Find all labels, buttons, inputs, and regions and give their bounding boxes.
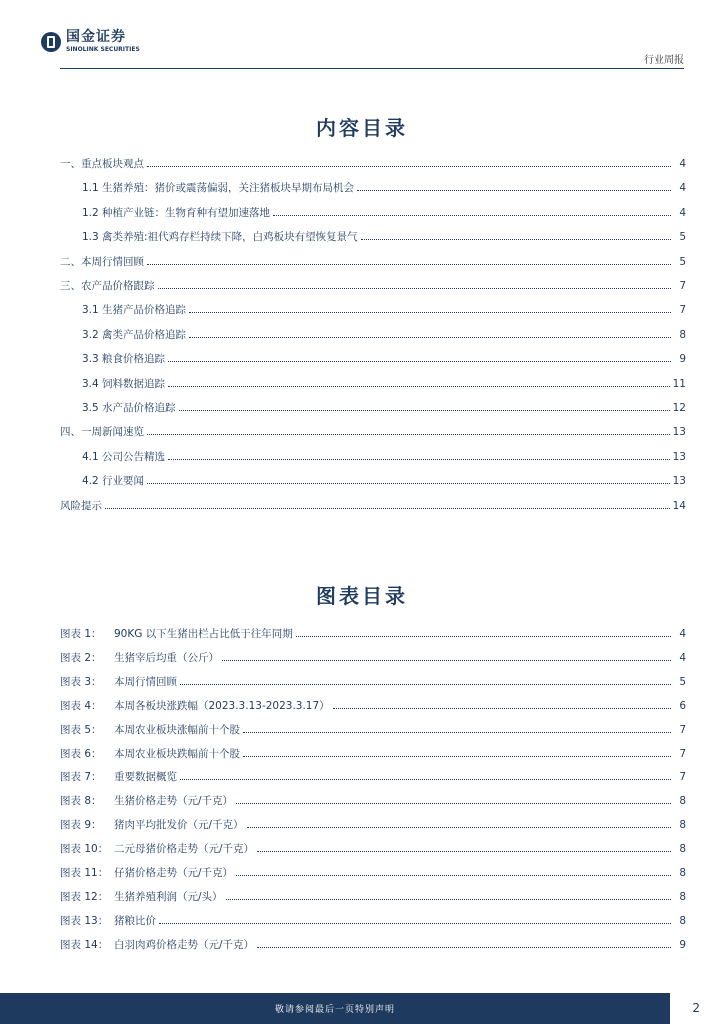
figure-entry-page: 8 [679, 867, 686, 879]
toc-entry-page: 9 [679, 353, 686, 366]
toc-entry-page: 13 [672, 450, 686, 463]
figure-entry-label: 生猪价格走势（元/千克） [114, 795, 234, 808]
dot-leader [226, 890, 671, 900]
figure-entry-number: 图表 12： [60, 890, 109, 903]
dot-leader [357, 181, 671, 191]
figure-entry-label: 猪粮比价 [114, 914, 156, 927]
toc-entry-page: 4 [679, 182, 686, 195]
toc-entry-page: 11 [672, 377, 686, 390]
toc-entry-label: 3.4 饲料数据追踪 [82, 377, 166, 390]
toc-entry-page: 12 [672, 402, 686, 414]
toc-entry[interactable] [82, 180, 686, 196]
dot-leader [257, 842, 671, 852]
figure-entry-number: 图表 13： [60, 914, 109, 927]
figure-entry[interactable] [60, 769, 686, 785]
figure-entry-number: 图表 10： [60, 843, 109, 856]
figure-entry-page: 4 [679, 628, 686, 640]
dot-leader [222, 651, 671, 661]
figure-entry-label: 仔猪价格走势（元/千克） [114, 867, 234, 879]
toc-entry-page: 4 [679, 206, 686, 219]
figure-entry-page: 7 [679, 771, 686, 784]
toc-entry[interactable] [82, 449, 686, 465]
dot-leader [147, 157, 671, 167]
figure-entry-page: 8 [679, 819, 686, 832]
figure-entry[interactable] [60, 650, 686, 666]
dot-leader [243, 723, 671, 733]
dot-leader [168, 377, 670, 387]
toc-entry-page: 13 [672, 426, 686, 439]
page-number: 2 [692, 1001, 700, 1015]
figure-entry-page: 8 [679, 843, 686, 856]
toc-entry-label: 3.3 粮食价格追踪 [82, 353, 166, 366]
toc-entry-label: 4.1 公司公告精选 [82, 450, 166, 463]
toc-entry[interactable] [60, 278, 686, 294]
brand-name-cn: 国金证券 [66, 29, 126, 45]
dot-leader [180, 675, 671, 685]
figure-entry-number: 图表 4： [60, 699, 102, 712]
dot-leader [180, 770, 671, 780]
figure-entry-label: 90KG 以下生猪出栏占比低于往年同期 [114, 628, 293, 640]
toc-entry[interactable] [82, 351, 686, 367]
toc-entry[interactable] [82, 302, 686, 318]
dot-leader [236, 866, 671, 876]
figure-entry-label: 本周各板块涨跌幅（2023.3.13-2023.3.17） [114, 699, 330, 712]
figure-entry-number: 图表 1： [60, 628, 102, 640]
dot-leader [236, 794, 671, 804]
figure-entry-page: 7 [679, 723, 686, 736]
figure-entry[interactable] [60, 889, 686, 905]
figure-entry-number: 图表 9： [60, 819, 102, 832]
figure-entry-number: 图表 3： [60, 675, 102, 688]
figure-entry-page: 8 [679, 914, 686, 927]
figure-entry-page: 9 [679, 938, 686, 951]
sinolink-logo-icon [40, 31, 62, 53]
dot-leader [159, 914, 671, 924]
figure-entry[interactable] [60, 913, 686, 929]
figure-entry-number: 图表 8： [60, 795, 102, 808]
dot-leader [189, 328, 671, 338]
figure-entry-number: 图表 7： [60, 771, 102, 784]
brand-logo [40, 30, 140, 54]
dot-leader [247, 818, 671, 828]
dot-leader [105, 499, 670, 509]
dot-leader [189, 303, 671, 313]
figure-entry[interactable] [60, 626, 686, 642]
figure-entry-page: 4 [679, 651, 686, 664]
toc-entry-label: 风险提示 [60, 499, 102, 512]
dot-leader [168, 450, 670, 460]
brand-name-en: SINOLINK SECURITIES [66, 46, 140, 53]
toc-entry-label: 3.1 生猪产品价格追踪 [82, 304, 187, 317]
figure-entry-label: 生猪宰后均重（公斤） [114, 651, 219, 664]
figure-entry-label: 白羽肉鸡价格走势（元/千克） [114, 938, 255, 951]
toc-entry-page: 8 [679, 328, 686, 341]
dot-leader [257, 938, 671, 948]
figures-title: 图表目录 [316, 584, 408, 608]
toc-entry-label: 3.2 禽类产品价格追踪 [82, 328, 187, 341]
toc-entry[interactable] [60, 424, 686, 440]
dot-leader [273, 206, 671, 216]
dot-leader [296, 627, 671, 637]
toc-entry-page: 5 [679, 231, 686, 244]
toc-entry[interactable] [82, 205, 686, 221]
figure-entry-label: 重要数据概览 [114, 771, 177, 784]
dot-leader [147, 425, 670, 435]
figure-entry[interactable] [60, 793, 686, 809]
toc-entry[interactable] [82, 400, 686, 416]
page-footer [0, 993, 724, 1024]
toc-entry[interactable] [82, 327, 686, 343]
figure-entry-page: 7 [679, 747, 686, 760]
figure-entry-label: 生猪养殖利润（元/头） [114, 890, 223, 903]
toc-entry-page: 13 [672, 475, 686, 488]
dot-leader [333, 699, 671, 709]
toc-entry-page: 7 [679, 304, 686, 317]
figure-entry-number: 图表 14： [60, 938, 109, 951]
toc-entry-page: 7 [679, 280, 686, 292]
toc-entry-page: 14 [672, 499, 686, 512]
figure-entry-page: 6 [679, 699, 686, 712]
figure-entry-label: 本周农业板块跌幅前十个股 [114, 747, 240, 760]
figure-entry-number: 图表 2： [60, 651, 102, 664]
figure-entry[interactable] [60, 698, 686, 714]
header-divider [60, 68, 684, 69]
figure-entry[interactable] [60, 865, 686, 881]
figure-entry-label: 本周农业板块涨幅前十个股 [114, 723, 240, 736]
dot-leader [179, 401, 670, 411]
figure-entry[interactable] [60, 841, 686, 857]
figure-entry-number: 图表 11： [60, 867, 109, 879]
footer-notice: 敬请参阅最后一页特别声明 [274, 1005, 395, 1015]
figure-entry[interactable] [60, 674, 686, 690]
figure-entry-number: 图表 5： [60, 723, 102, 736]
dot-leader [158, 279, 672, 289]
toc-entry[interactable] [60, 498, 686, 514]
toc-entry-label: 四、一周新闻速览 [60, 426, 144, 439]
figure-entry-page: 8 [679, 795, 686, 808]
toc-entry-label: 3.5 水产品价格追踪 [82, 402, 176, 414]
toc-entry[interactable] [82, 229, 686, 245]
dot-leader [147, 255, 671, 265]
toc-entry[interactable] [82, 473, 686, 489]
dot-leader [147, 474, 670, 484]
page-header [0, 0, 724, 72]
toc-entry[interactable] [60, 156, 686, 172]
toc-entry-label: 1.2 种植产业链：生物育种有望加速落地 [82, 206, 271, 219]
toc-entry-label: 二、本周行情回顾 [60, 255, 144, 268]
figure-entry-label: 本周行情回顾 [114, 675, 177, 688]
toc-entry[interactable] [82, 376, 686, 392]
contents-title: 内容目录 [316, 116, 408, 140]
toc-entry-label: 1.3 禽类养殖:祖代鸡存栏持续下降，白鸡板块有望恢复景气 [82, 231, 358, 244]
toc-entry-label: 一、重点板块观点 [60, 158, 144, 170]
dot-leader [361, 230, 671, 240]
dot-leader [243, 747, 671, 757]
figure-entry-page: 5 [679, 675, 686, 688]
figure-entry[interactable] [60, 937, 686, 953]
toc-entry-label: 4.2 行业要闻 [82, 475, 145, 488]
figure-entry-number: 图表 6： [60, 747, 102, 760]
toc-entry[interactable] [60, 254, 686, 270]
dot-leader [168, 352, 671, 362]
figure-entry-label: 猪肉平均批发价（元/千克） [114, 819, 244, 832]
toc-entry-label: 三、农产品价格跟踪 [60, 280, 155, 292]
figure-entry[interactable] [60, 817, 686, 833]
toc-entry-page: 5 [679, 255, 686, 268]
figure-entry-page: 8 [679, 890, 686, 903]
figure-entry[interactable] [60, 746, 686, 762]
figure-entry[interactable] [60, 722, 686, 738]
toc-entry-label: 1.1 生猪养殖：猪价或震荡偏弱，关注猪板块早期布局机会 [82, 182, 355, 195]
report-type: 行业周报 [644, 55, 684, 66]
toc-entry-page: 4 [679, 158, 686, 170]
figure-entry-label: 二元母猪价格走势（元/千克） [114, 843, 255, 856]
